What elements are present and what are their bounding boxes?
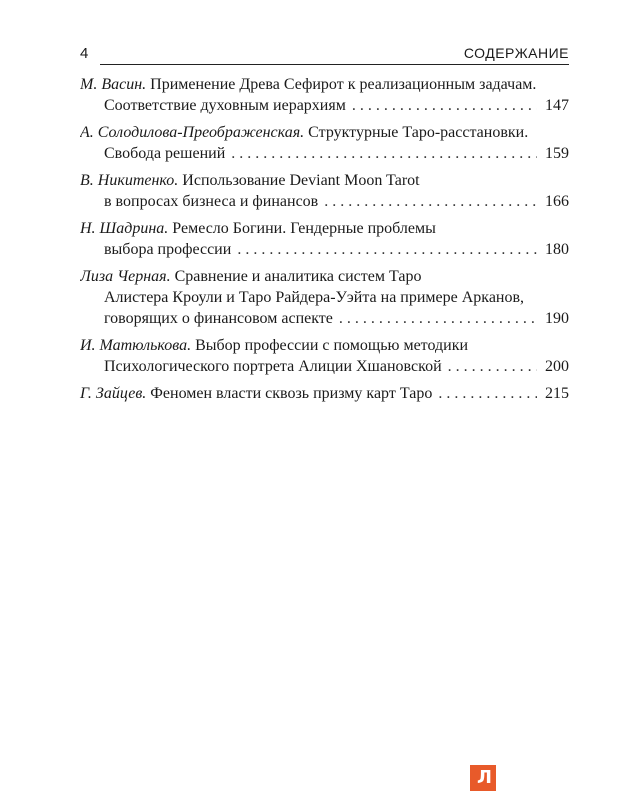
dot-leader xyxy=(237,239,537,260)
entry-page: 215 xyxy=(545,385,569,402)
toc-entry[interactable] xyxy=(80,170,569,212)
toc-entry[interactable] xyxy=(80,266,569,329)
entry-title-continued: Алистера Кроули и Таро Райдера-Уэйта на примере Арканов, xyxy=(104,289,525,306)
entry-page: 166 xyxy=(545,193,569,210)
dot-leader xyxy=(231,143,537,164)
running-head: СОДЕРЖАНИЕ xyxy=(463,45,569,61)
entry-author: М. Васин. xyxy=(80,76,147,93)
entry-title: Применение Древа Сефирот к реализационным задачам. xyxy=(146,76,537,93)
entry-title: Ремесло Богини. Гендерные проблемы xyxy=(168,220,436,237)
entry-title-end: Соответствие духовным иерархиям xyxy=(104,97,346,114)
entry-page: 159 xyxy=(545,145,569,162)
entry-title-end: Свобода решений xyxy=(104,145,226,162)
entry-page: 147 xyxy=(545,97,569,114)
entry-title-end: в вопросах бизнеса и финансов xyxy=(104,193,319,210)
dot-leader xyxy=(352,95,537,116)
entry-title: Использование Deviant Moon Tarot xyxy=(178,172,420,189)
toc-entry[interactable] xyxy=(80,335,569,377)
entry-page: 190 xyxy=(545,310,569,327)
toc-entry[interactable] xyxy=(80,383,569,404)
entry-page: 200 xyxy=(545,358,569,375)
entry-author: Лиза Черная. xyxy=(80,268,171,285)
toc-entry[interactable] xyxy=(80,218,569,260)
entry-page: 180 xyxy=(545,241,569,258)
entry-title-end: выбора профессии xyxy=(104,241,232,258)
entry-title: Структурные Таро-расстановки. xyxy=(304,124,529,141)
entry-title: Феномен власти сквозь призму карт Таро xyxy=(146,385,433,402)
dot-leader xyxy=(339,308,537,329)
dot-leader xyxy=(448,356,537,377)
logo-letter: Л xyxy=(477,767,492,788)
dot-leader xyxy=(324,191,537,212)
entry-title: Сравнение и аналитика систем Таро xyxy=(170,268,422,285)
page-number: 4 xyxy=(80,45,89,62)
entry-author: И. Матюлькова. xyxy=(80,337,192,354)
publisher-logo xyxy=(470,765,496,791)
entry-author: А. Солодилова-Преображенская. xyxy=(80,124,305,141)
entry-title-end: говорящих о финансовом аспекте xyxy=(104,310,333,327)
header-rule xyxy=(100,64,569,65)
toc-entry[interactable] xyxy=(80,74,569,116)
entry-author: В. Никитенко. xyxy=(80,172,179,189)
entry-author: Г. Зайцев. xyxy=(80,385,147,402)
dot-leader xyxy=(438,383,537,404)
entry-title: Выбор профессии с помощью методики xyxy=(191,337,469,354)
toc-entry[interactable] xyxy=(80,122,569,164)
table-of-contents xyxy=(80,74,569,410)
entry-author: Н. Шадрина. xyxy=(80,220,169,237)
entry-title-end: Психологического портрета Алиции Хшановской xyxy=(104,358,442,375)
